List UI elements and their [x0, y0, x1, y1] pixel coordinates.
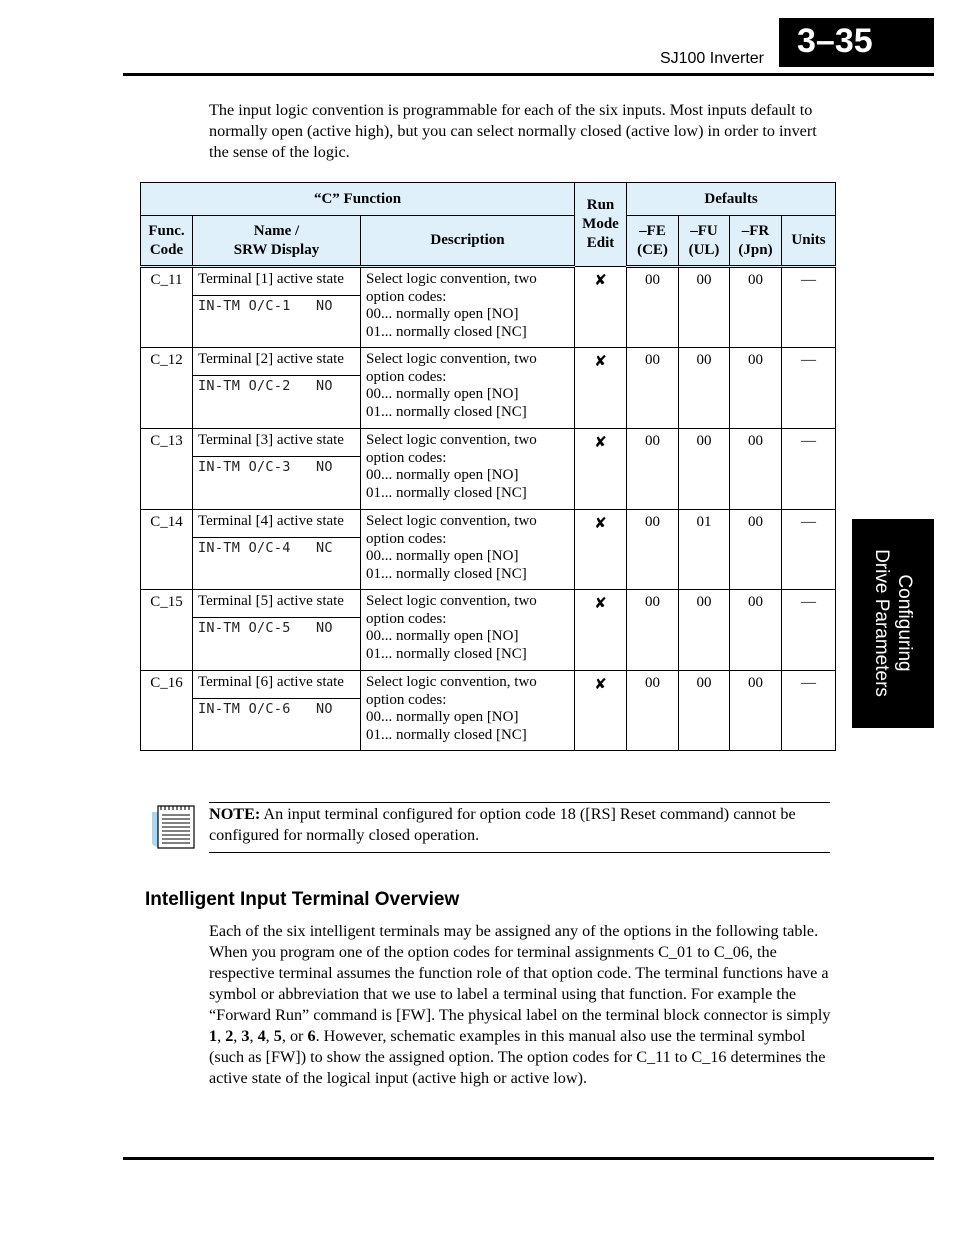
func-code-line: Func. [148, 222, 185, 239]
footer-rule [123, 1157, 934, 1160]
table-row [141, 348, 836, 429]
description-line: Select logic convention, two option codes: [366, 271, 537, 305]
description-cell [361, 590, 575, 671]
terminal-number: 5 [273, 1027, 282, 1045]
name-header-line: Name / [253, 222, 300, 239]
parameter-name: Terminal [1] active state [193, 268, 360, 296]
header-rule [123, 73, 934, 76]
default-fe: 00 [627, 671, 679, 751]
description-line: 00... normally open [NO] [366, 467, 519, 483]
table-row [141, 671, 836, 751]
run-mode-edit-line: Mode [582, 216, 619, 232]
srw-display: IN-TM O/C-4 NC [198, 540, 333, 556]
name-cell [193, 267, 361, 348]
name-cell [193, 510, 361, 590]
description-line: 00... normally open [NO] [366, 386, 519, 402]
func-code: C_11 [141, 267, 193, 348]
chapter-tab-line-1: Configuring [894, 574, 915, 672]
description-line: 01... normally closed [NC] [366, 726, 527, 743]
default-fr: 00 [730, 348, 782, 429]
run-mode-edit-mark: ✘ [575, 590, 627, 671]
name-header [193, 216, 361, 267]
terminal-number: 2 [225, 1027, 234, 1045]
c-function-table [140, 182, 836, 751]
func-code-header [141, 216, 193, 267]
default-fr: 00 [730, 267, 782, 348]
default-fu: 00 [679, 348, 730, 429]
chapter-tab-label [870, 549, 916, 697]
default-fu: 00 [679, 671, 730, 751]
units: — [782, 267, 836, 348]
separator: , [217, 1027, 226, 1045]
defaults-header: Defaults [627, 183, 836, 216]
fu-header [679, 216, 730, 267]
func-code: C_13 [141, 429, 193, 510]
name-cell [193, 590, 361, 671]
default-fr: 00 [730, 429, 782, 510]
description-cell [361, 429, 575, 510]
parameter-name: Terminal [2] active state [193, 348, 360, 376]
separator: , [233, 1027, 242, 1045]
srw-display: IN-TM O/C-1 NO [198, 298, 333, 314]
description-line: 00... normally open [NO] [366, 628, 519, 644]
name-cell [193, 429, 361, 510]
description-line: 00... normally open [NO] [366, 306, 519, 322]
section-heading: Intelligent Input Terminal Overview [145, 889, 460, 910]
description-header: Description [361, 216, 575, 267]
description-line: 01... normally closed [NC] [366, 323, 527, 340]
note-bottom-rule [209, 852, 830, 853]
units: — [782, 590, 836, 671]
default-fu: 00 [679, 429, 730, 510]
srw-display: IN-TM O/C-5 NO [198, 620, 333, 636]
units: — [782, 348, 836, 429]
description-line: Select logic convention, two option codes: [366, 513, 537, 547]
run-mode-edit-header [575, 183, 627, 267]
description-line: 01... normally closed [NC] [366, 645, 527, 662]
default-fu: 00 [679, 267, 730, 348]
running-header-title: SJ100 Inverter [659, 50, 764, 67]
default-fe: 00 [627, 590, 679, 671]
description-line: Select logic convention, two option codes: [366, 593, 537, 627]
separator: , or [281, 1027, 308, 1045]
run-mode-edit-mark: ✘ [575, 267, 627, 348]
description-line: 01... normally closed [NC] [366, 565, 527, 582]
description-line: 01... normally closed [NC] [366, 484, 527, 501]
func-code: C_15 [141, 590, 193, 671]
table-row [141, 590, 836, 671]
note [209, 804, 833, 846]
fr-header-line: –FR [741, 222, 770, 239]
c-function-header: “C” Function [141, 183, 575, 216]
overview-paragraph [209, 921, 831, 1089]
separator: , [265, 1027, 274, 1045]
func-code-line: Code [149, 241, 184, 258]
description-line: Select logic convention, two option codes: [366, 351, 537, 385]
fe-header [627, 216, 679, 267]
run-mode-edit-mark: ✘ [575, 671, 627, 751]
note-top-rule [209, 802, 830, 803]
default-fr: 00 [730, 510, 782, 590]
func-code: C_14 [141, 510, 193, 590]
name-cell [193, 348, 361, 429]
fe-header-line: –FE [639, 222, 666, 239]
parameter-name: Terminal [5] active state [193, 590, 360, 618]
default-fu: 00 [679, 590, 730, 671]
parameter-name: Terminal [4] active state [193, 510, 360, 538]
description-line: 01... normally closed [NC] [366, 403, 527, 420]
srw-display: IN-TM O/C-2 NO [198, 378, 333, 394]
units: — [782, 429, 836, 510]
terminal-number: 4 [257, 1027, 266, 1045]
default-fr: 00 [730, 671, 782, 751]
default-fe: 00 [627, 510, 679, 590]
overview-text: Each of the six intelligent terminals may be assigned any of the options in the following table. When you program one of the option codes for terminal assignments C_01 to C_06, the respective terminal assumes the function role of that option code. The terminal functions have a symbol or abbreviation that we use to label a terminal using that function. For example the “Forward Run” command is [FW]. The physical label on the terminal block connector is simply [209, 922, 831, 1024]
description-cell [361, 510, 575, 590]
intro-paragraph: The input logic convention is programmable for each of the six inputs. Most inputs default to normally open (active high), but you can select normally closed (active low) in order to invert the sense of the logic. [209, 101, 817, 161]
units: — [782, 671, 836, 751]
default-fr: 00 [730, 590, 782, 671]
run-mode-edit-mark: ✘ [575, 510, 627, 590]
run-mode-edit-mark: ✘ [575, 348, 627, 429]
note-label: NOTE: [209, 805, 261, 823]
description-line: Select logic convention, two option codes: [366, 674, 537, 708]
table-row [141, 267, 836, 348]
page-number: 3–35 [779, 18, 934, 67]
terminal-number: 3 [241, 1027, 250, 1045]
description-cell [361, 267, 575, 348]
description-cell [361, 671, 575, 751]
note-text: An input terminal configured for option code 18 ([RS] Reset command) cannot be configured for normally closed operation. [209, 805, 796, 844]
description-line: Select logic convention, two option codes: [366, 432, 537, 466]
separator: , [249, 1027, 258, 1045]
description-line: 00... normally open [NO] [366, 548, 519, 564]
fe-header-line: (CE) [637, 241, 668, 258]
name-cell [193, 671, 361, 751]
terminal-number: 1 [209, 1027, 218, 1045]
table-row [141, 429, 836, 510]
chapter-tab-line-2: Drive Parameters [871, 549, 892, 697]
default-fe: 00 [627, 429, 679, 510]
overview-text-continued: . However, schematic examples in this manual also use the terminal symbol (such as [FW]) to show the assigned option. The option codes for C_11 to C_16 determines the active state of the logical input (active high or active low). [209, 1027, 826, 1087]
run-mode-edit-mark: ✘ [575, 429, 627, 510]
table-row [141, 510, 836, 590]
fr-header-line: (Jpn) [738, 241, 773, 258]
description-cell [361, 348, 575, 429]
parameter-name: Terminal [6] active state [193, 671, 360, 699]
units-header: Units [782, 216, 836, 267]
parameter-name: Terminal [3] active state [193, 429, 360, 457]
func-code: C_16 [141, 671, 193, 751]
units: — [782, 510, 836, 590]
srw-display: IN-TM O/C-6 NO [198, 701, 333, 717]
name-header-line: SRW Display [233, 241, 320, 258]
description-line: 00... normally open [NO] [366, 709, 519, 725]
fr-header [730, 216, 782, 267]
fu-header-line: –FU [690, 222, 718, 239]
default-fu: 01 [679, 510, 730, 590]
default-fe: 00 [627, 348, 679, 429]
terminal-number: 6 [307, 1027, 316, 1045]
func-code: C_12 [141, 348, 193, 429]
srw-display: IN-TM O/C-3 NO [198, 459, 333, 475]
run-mode-edit-line: Run [586, 197, 615, 213]
default-fe: 00 [627, 267, 679, 348]
notepad-icon [150, 804, 198, 850]
fu-header-line: (UL) [688, 241, 720, 258]
run-mode-edit-line: Edit [586, 235, 615, 251]
